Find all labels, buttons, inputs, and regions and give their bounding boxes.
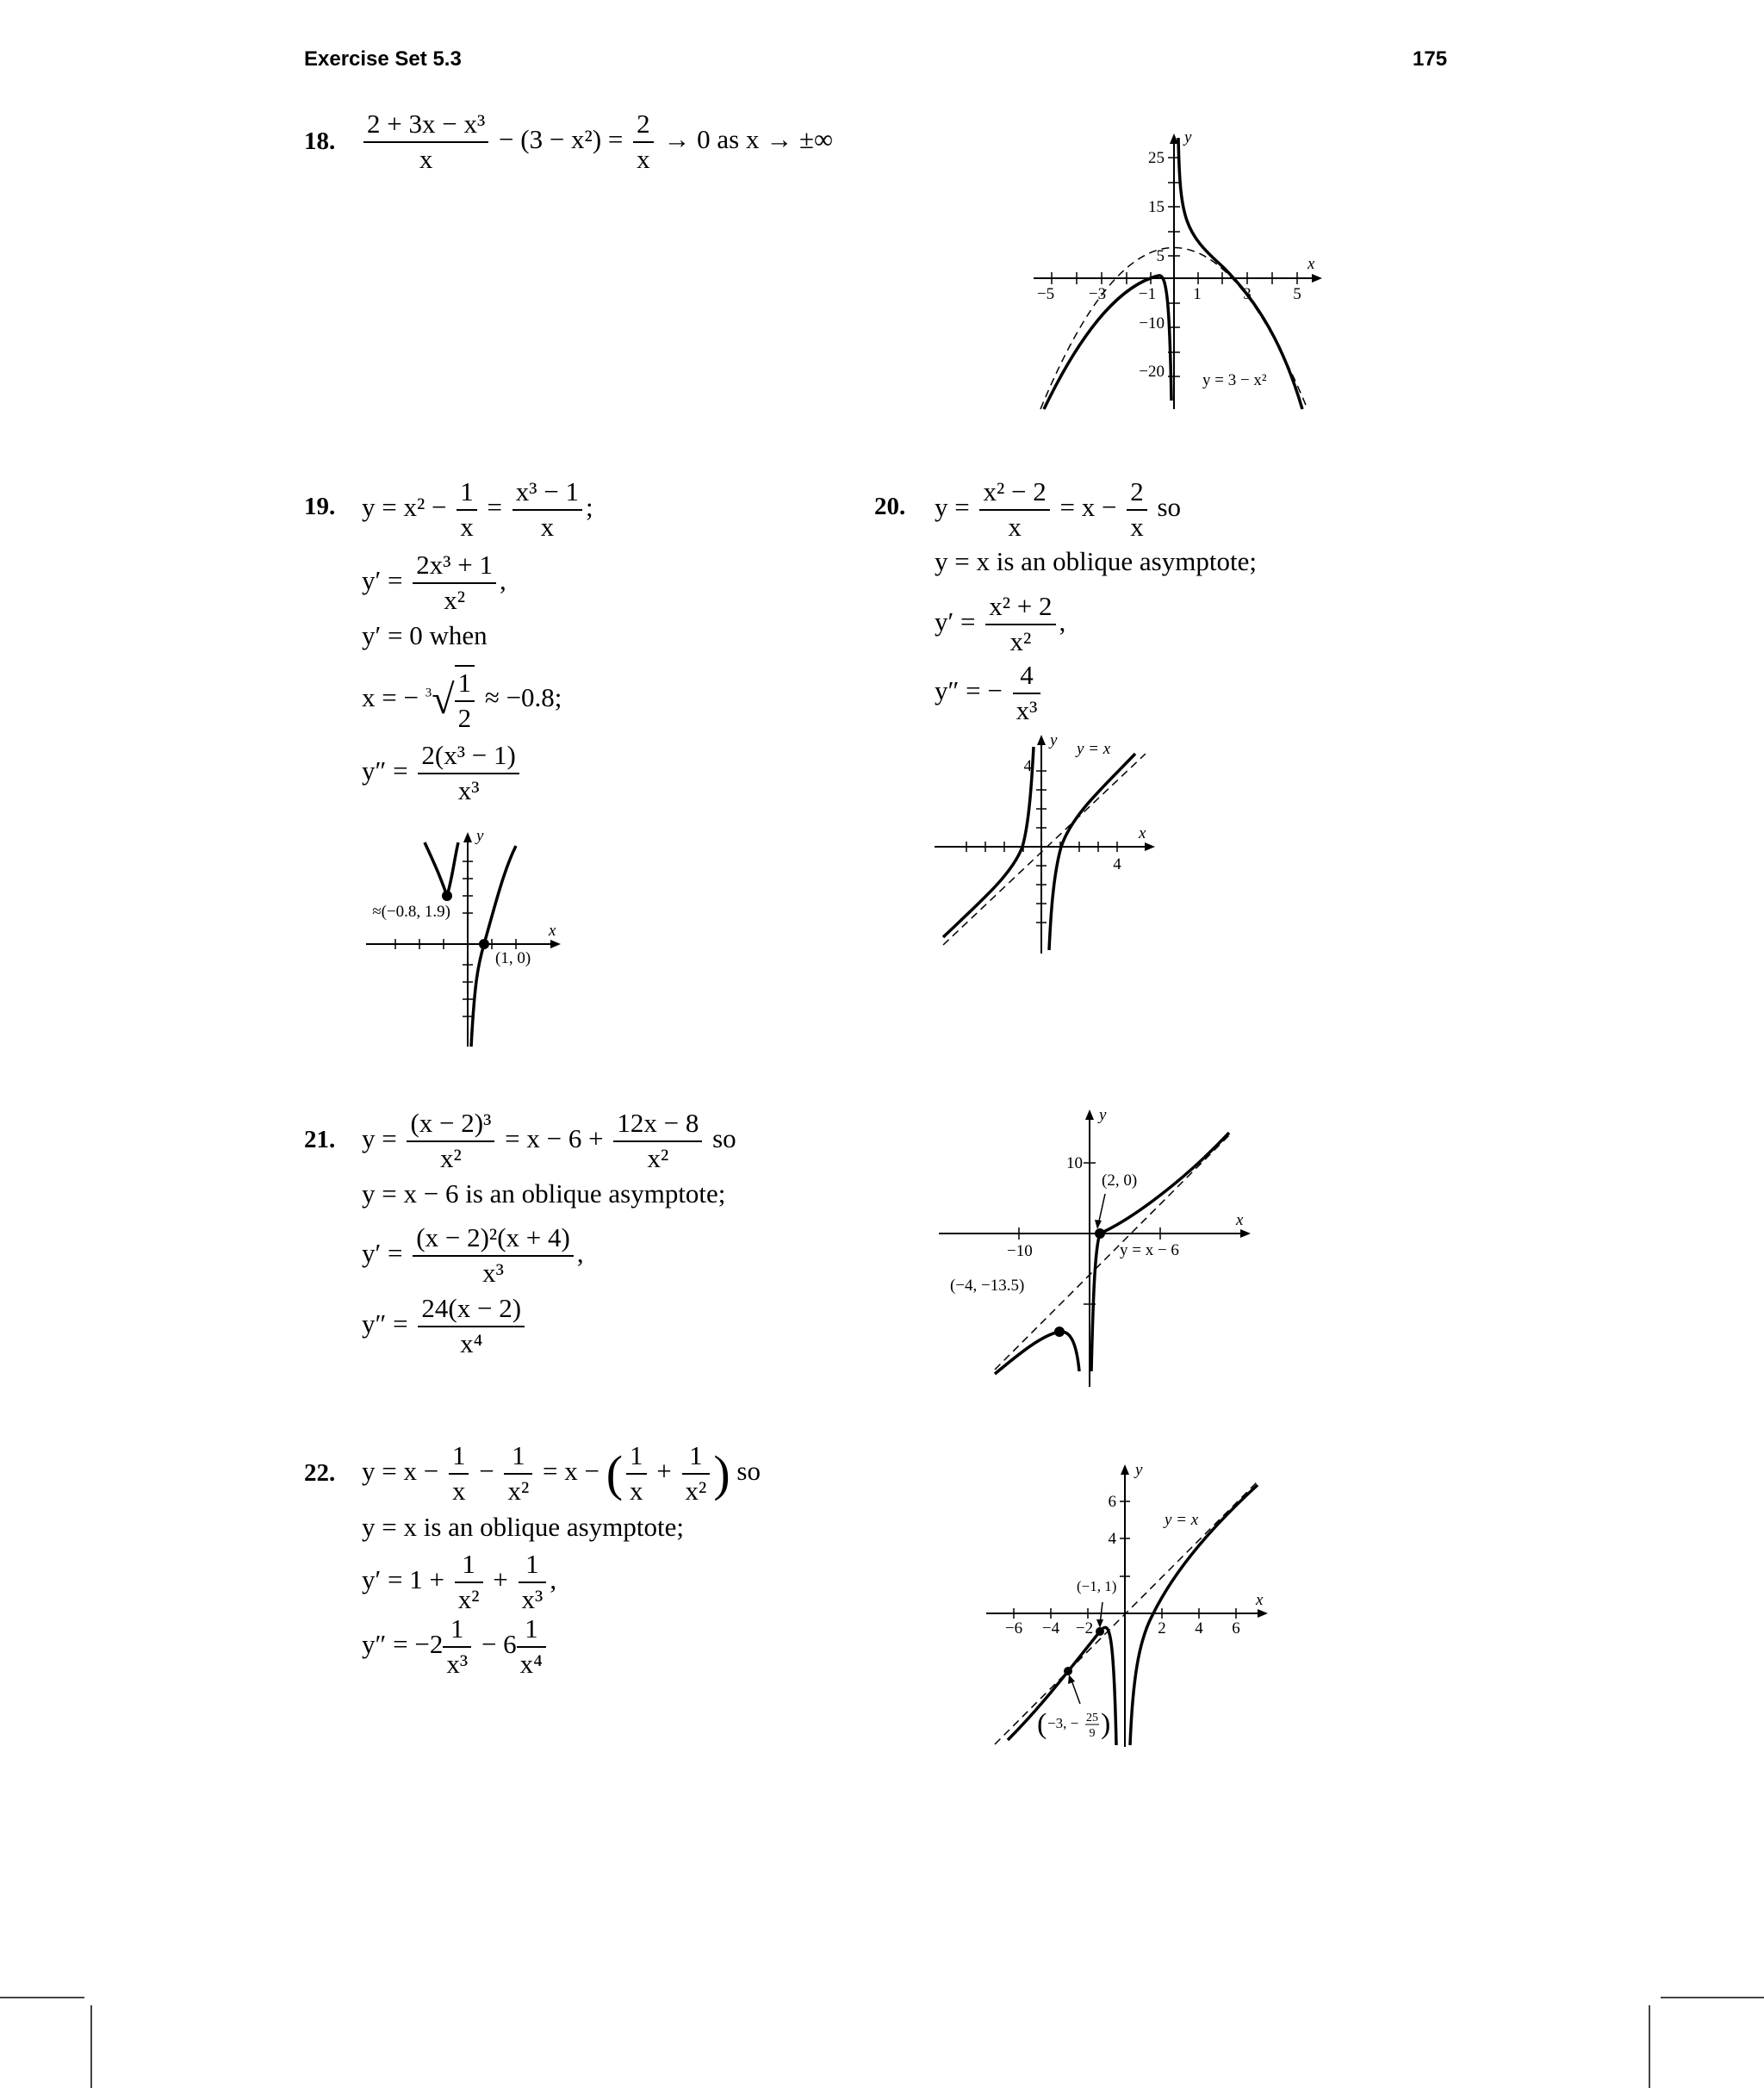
ex22-number: 22. [304, 1459, 336, 1487]
curve-left-branch [995, 1332, 1079, 1374]
curve-right-branch [1178, 138, 1302, 409]
denominator: x [1008, 511, 1022, 542]
ex19-graph [357, 827, 573, 1051]
root-point-label: (1, 0) [495, 949, 531, 967]
ex18-equation [360, 108, 833, 177]
numerator: (x − 2)³ [407, 1107, 494, 1142]
point-label: (2, 0) [1102, 1171, 1138, 1190]
expr-text: = [487, 491, 502, 522]
denominator: x [451, 1475, 466, 1506]
expr-text: y′ = [362, 564, 403, 595]
expr-text: y = x − [362, 1455, 439, 1486]
asymptote-line [995, 1480, 1259, 1744]
denominator: x [419, 143, 433, 174]
y-tick-label: 4 [1023, 757, 1032, 775]
ex19-line5 [362, 739, 523, 808]
y-axis-label: y [1099, 1106, 1107, 1124]
expr-text: y′ = [362, 1237, 403, 1268]
x-tick-label: 4 [1195, 1619, 1203, 1637]
denominator: x⁴ [460, 1327, 483, 1358]
expr-text: + [656, 1455, 672, 1486]
ex22-graph [982, 1456, 1283, 1753]
x-tick-label: 5 [1293, 285, 1301, 303]
denominator: x [630, 1475, 643, 1506]
ex18-number: 18. [304, 127, 336, 155]
x-tick-label: 6 [1232, 1619, 1240, 1637]
ex20-graph [930, 728, 1163, 956]
root-point [1095, 1228, 1105, 1239]
expr-text: x = − [362, 681, 419, 712]
ex19-line1 [362, 475, 593, 544]
asymptote-label: y = x [1165, 1511, 1199, 1529]
x-axis-arrow [550, 940, 561, 948]
section-title: Exercise Set 5.3 [304, 47, 462, 71]
y-axis-label: y [1135, 1461, 1143, 1479]
asymptote-label: y = x − 6 [1120, 1241, 1179, 1259]
ex18-graph [1025, 125, 1344, 418]
denominator: x [637, 143, 650, 174]
x-axis-label: x [1139, 824, 1146, 842]
ex20-line1 [935, 475, 1181, 544]
expr-text: , [500, 564, 506, 595]
fraction-numerator: 25 [1086, 1712, 1098, 1724]
x-tick-label: −5 [1036, 285, 1055, 303]
point-label: −3, − [1047, 1715, 1079, 1731]
asymptote-label: y = x [1077, 740, 1111, 758]
root-point [479, 939, 489, 949]
ex21-line2: y = x − 6 is an oblique asymptote; [362, 1178, 726, 1209]
x-axis-label: x [1307, 255, 1315, 273]
asymptote-label: y = 3 − x² [1202, 371, 1267, 389]
ex21-number: 21. [304, 1126, 336, 1153]
numerator: 4 [1013, 659, 1041, 694]
numerator: 2 + 3x − x³ [363, 108, 488, 143]
x-axis-arrow [1312, 274, 1322, 283]
expr-text: so [736, 1455, 761, 1486]
point-label: (−4, −13.5) [950, 1277, 1025, 1295]
x-tick-label: 3 [1243, 285, 1252, 303]
denominator: x³ [457, 774, 480, 805]
numerator: x³ − 1 [512, 475, 582, 511]
expr-text: so [712, 1122, 736, 1153]
ex22-line4 [362, 1613, 550, 1681]
ex21-graph [935, 1103, 1262, 1391]
denominator: 2 [457, 702, 472, 733]
expr-text: − (3 − x²) = [499, 123, 624, 154]
denominator: x² [1009, 625, 1032, 656]
right-paren: ) [713, 1445, 730, 1501]
expr-text: y = [362, 1122, 397, 1153]
x-tick-label: 1 [1193, 285, 1202, 303]
denominator: x² [685, 1475, 707, 1506]
y-axis-label: y [1184, 128, 1192, 146]
x-axis-arrow [1258, 1609, 1268, 1618]
denominator: x⁴ [519, 1648, 543, 1679]
ex22-line1 [362, 1439, 761, 1508]
expr-text: , [550, 1563, 557, 1594]
denominator: x² [457, 1583, 480, 1614]
numerator: x² + 2 [985, 590, 1055, 625]
x-tick-label: 2 [1158, 1619, 1166, 1637]
denominator: x² [507, 1475, 530, 1506]
x-tick-label: −4 [1041, 1619, 1060, 1637]
expr-text: y = x² − [362, 491, 447, 522]
x-axis-label: x [1256, 1591, 1264, 1609]
denominator: x³ [482, 1257, 504, 1288]
numerator: 2(x³ − 1) [418, 739, 519, 774]
root-index: 3 [425, 686, 432, 700]
x-axis-label: x [1236, 1211, 1244, 1229]
expr-text: + [493, 1563, 508, 1594]
pointer-line [1098, 1194, 1105, 1225]
page-number: 175 [1413, 47, 1448, 71]
y-tick-label: −10 [1139, 314, 1165, 332]
expr-text: − [479, 1455, 494, 1486]
ex19-line2 [362, 549, 506, 618]
expr-text: = x − [1059, 491, 1117, 522]
x-axis-label: x [549, 922, 556, 940]
expr-text: − 6 [481, 1628, 517, 1659]
ex21-line1 [362, 1107, 736, 1176]
crop-mark [1649, 2005, 1650, 2088]
denominator: x [540, 511, 555, 542]
denominator: x² [444, 584, 466, 615]
y-axis-label: y [1050, 731, 1058, 749]
denominator: x [460, 511, 474, 542]
y-axis-arrow [463, 832, 472, 842]
curve-right-branch [471, 846, 516, 1047]
numerator: x² − 2 [979, 475, 1049, 511]
y-tick-label: 15 [1148, 198, 1165, 216]
pointer-arrow [1095, 1220, 1102, 1229]
pointer-arrow [1068, 1675, 1075, 1684]
crop-mark [90, 2005, 92, 2088]
y-axis-arrow [1121, 1464, 1129, 1475]
expr-text: ; [586, 491, 593, 522]
x-axis-arrow [1145, 842, 1155, 851]
y-tick-label: 25 [1148, 149, 1165, 167]
local-max-point [1054, 1327, 1065, 1337]
numerator: 1 [504, 1439, 532, 1475]
expr-text: so [1157, 491, 1182, 522]
expr-text: ≈ −0.8; [484, 681, 562, 712]
x-tick-label: −10 [1007, 1242, 1033, 1260]
fraction-denominator: 9 [1089, 1727, 1096, 1740]
expr-text: y′ = 1 + [362, 1563, 444, 1594]
denominator: x² [440, 1142, 462, 1173]
expr-text: → 0 as x → ±∞ [663, 123, 834, 154]
x-axis-arrow [1240, 1229, 1251, 1238]
radical-sign: √ [432, 676, 455, 723]
min-point-label: ≈(−0.8, 1.9) [372, 903, 450, 921]
ex19-line4 [362, 665, 562, 736]
ex19-line3: y′ = 0 when [362, 620, 488, 650]
expr-text: , [1059, 606, 1066, 637]
y-axis-arrow [1085, 1109, 1094, 1120]
right-paren: ) [1101, 1708, 1111, 1740]
expr-text: y″ = [362, 755, 408, 786]
curve-left-branch [425, 842, 458, 896]
numerator: 2 [1127, 475, 1147, 511]
crop-mark [1661, 1997, 1764, 1998]
crop-mark [0, 1997, 84, 1998]
numerator: 1 [517, 1613, 546, 1648]
inflection-point [1064, 1667, 1072, 1675]
ex21-line4 [362, 1292, 528, 1361]
x-tick-label: −3 [1088, 285, 1107, 303]
ex20-number: 20. [874, 493, 906, 520]
point-label: (−1, 1) [1077, 1578, 1117, 1594]
x-tick-label: −6 [1004, 1619, 1023, 1637]
numerator: 2 [633, 108, 654, 143]
pointer-arrow [1096, 1619, 1103, 1628]
denominator: x³ [521, 1583, 543, 1614]
y-tick-label: 5 [1156, 247, 1165, 265]
expr-text: y = [935, 491, 970, 522]
y-tick-label: −20 [1139, 363, 1165, 381]
y-axis-arrow [1037, 735, 1046, 745]
numerator: 1 [626, 1439, 647, 1475]
numerator: 1 [449, 1439, 469, 1475]
y-tick-label: 10 [1066, 1154, 1083, 1172]
numerator: 1 [682, 1439, 711, 1475]
expr-text: y′ = [935, 606, 976, 637]
local-min-point [442, 891, 452, 901]
ex22-line2: y = x is an oblique asymptote; [362, 1512, 684, 1542]
denominator: x³ [1016, 694, 1038, 725]
asymptote-line [943, 754, 1146, 945]
y-axis-label: y [476, 827, 484, 845]
expr-text: y″ = − [935, 674, 1003, 705]
ex20-line3 [935, 590, 1065, 659]
expr-text: y″ = [362, 1308, 408, 1339]
expr-text: , [576, 1237, 584, 1268]
y-tick-label: 6 [1108, 1493, 1116, 1511]
left-paren: ( [1037, 1708, 1047, 1740]
numerator: 1 [455, 667, 475, 702]
numerator: 1 [519, 1548, 547, 1583]
numerator: 1 [455, 1548, 483, 1583]
numerator: 12x − 8 [613, 1107, 702, 1142]
x-tick-label: −2 [1075, 1619, 1094, 1637]
numerator: (x − 2)²(x + 4) [413, 1221, 574, 1257]
x-tick-label: −1 [1138, 285, 1157, 303]
local-max-point [1096, 1627, 1104, 1636]
ex22-line3 [362, 1548, 556, 1617]
x-tick-label: 4 [1113, 855, 1121, 873]
numerator: 2x³ + 1 [413, 549, 496, 584]
curve-right-branch [1049, 754, 1135, 950]
ex20-line2: y = x is an oblique asymptote; [935, 546, 1257, 576]
numerator: 1 [443, 1613, 471, 1648]
curve-left-branch [943, 747, 1034, 937]
ex19-number: 19. [304, 493, 336, 520]
ex21-line3 [362, 1221, 584, 1290]
numerator: 24(x − 2) [418, 1292, 525, 1327]
ex20-line4 [935, 659, 1044, 728]
expr-text: = x − [543, 1455, 599, 1486]
denominator: x [1130, 511, 1144, 542]
denominator: x³ [446, 1648, 469, 1679]
left-paren: ( [606, 1445, 624, 1501]
expr-text: = x − 6 + [505, 1122, 604, 1153]
expr-text: y″ = −2 [362, 1628, 444, 1659]
denominator: x² [647, 1142, 669, 1173]
y-tick-label: 4 [1108, 1530, 1116, 1548]
numerator: 1 [457, 475, 477, 511]
